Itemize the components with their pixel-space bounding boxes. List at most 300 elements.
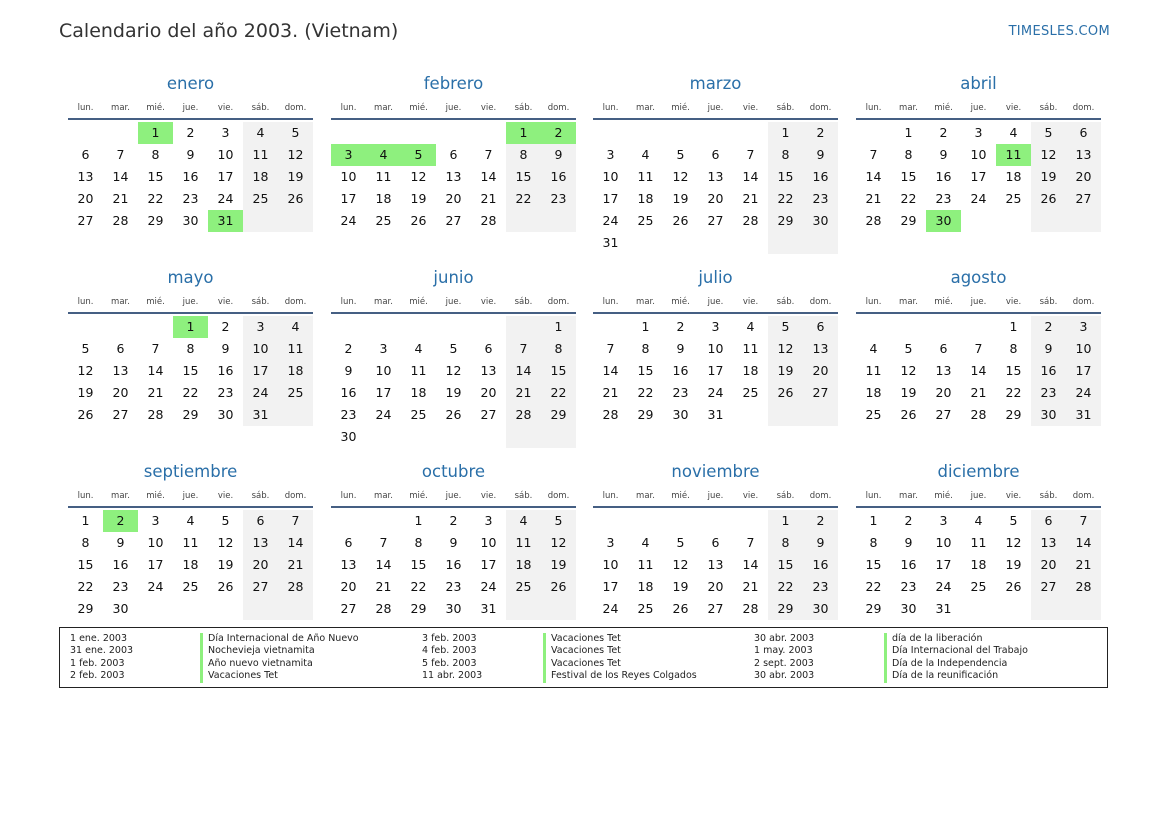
day-cell: 16 xyxy=(112,557,129,572)
day-cell: 24 xyxy=(1066,382,1101,404)
day-cell: 26 xyxy=(672,601,689,616)
day-cell: 7 xyxy=(1066,510,1101,532)
legend-date: 1 feb. 2003 xyxy=(70,657,125,669)
weekday-label: sáb. xyxy=(514,103,533,113)
day-cell: 11 xyxy=(865,363,882,378)
day-cell: 25 xyxy=(865,407,882,422)
empty-day-cell xyxy=(663,122,698,144)
empty-day-cell xyxy=(68,316,103,338)
day-cell: 3 xyxy=(151,513,160,528)
legend-date: 31 ene. 2003 xyxy=(70,645,134,657)
day-cell: 1 xyxy=(768,122,803,144)
day-cell: 11 xyxy=(278,338,313,360)
day-cell: 2 xyxy=(904,513,913,528)
day-cell: 13 xyxy=(243,532,278,554)
day-cell: 30 xyxy=(803,598,838,620)
weekday-label: lun. xyxy=(865,491,882,501)
empty-day-cell xyxy=(1066,598,1101,620)
month-name: febrero xyxy=(423,74,484,93)
header-divider xyxy=(593,312,838,314)
day-cell: 11 xyxy=(410,363,427,378)
day-cell: 16 xyxy=(900,557,917,572)
day-cell: 27 xyxy=(1066,188,1101,210)
day-cell: 13 xyxy=(1031,532,1066,554)
day-cell: 10 xyxy=(480,535,497,550)
day-cell: 12 xyxy=(672,557,689,572)
weekday-label: jue. xyxy=(445,491,462,501)
day-cell: 10 xyxy=(243,338,278,360)
day-cell: 9 xyxy=(904,535,913,550)
day-cell: 15 xyxy=(541,360,576,382)
day-cell: 2 xyxy=(344,341,353,356)
day-cell: 2 xyxy=(186,125,195,140)
day-cell: 10 xyxy=(602,557,619,572)
empty-day-cell xyxy=(331,316,366,338)
weekday-label: dom. xyxy=(809,297,832,307)
day-cell: 7 xyxy=(746,147,755,162)
weekday-label: vie. xyxy=(480,297,497,307)
day-cell: 5 xyxy=(1031,122,1066,144)
day-cell: 28 xyxy=(278,576,313,598)
legend-holiday-name: Festival de los Reyes Colgados xyxy=(543,670,697,682)
day-cell: 28 xyxy=(970,407,987,422)
empty-day-cell xyxy=(366,122,401,144)
day-cell: 30 xyxy=(217,407,234,422)
header-divider xyxy=(856,506,1101,508)
weekday-label: mié. xyxy=(671,491,690,501)
day-cell: 4 xyxy=(869,341,878,356)
empty-day-cell xyxy=(541,210,576,232)
day-cell: 14 xyxy=(1066,532,1101,554)
weekday-label: jue. xyxy=(970,491,987,501)
empty-day-cell xyxy=(366,510,401,532)
day-cell: 16 xyxy=(803,166,838,188)
day-cell: 18 xyxy=(865,385,882,400)
day-cell: 30 xyxy=(1031,404,1066,426)
day-cell: 23 xyxy=(803,576,838,598)
legend-date: 30 abr. 2003 xyxy=(754,633,815,644)
day-cell: 21 xyxy=(742,579,759,594)
weekday-label: sáb. xyxy=(776,491,795,501)
weekday-label: lun. xyxy=(602,491,619,501)
day-cell: 6 xyxy=(1066,122,1101,144)
day-cell: 29 xyxy=(147,213,164,228)
day-cell: 3 xyxy=(484,513,493,528)
day-grid xyxy=(68,122,313,232)
day-cell: 31 xyxy=(707,407,724,422)
day-cell: 3 xyxy=(379,341,388,356)
day-cell: 13 xyxy=(77,169,94,184)
legend-date: 2 feb. 2003 xyxy=(70,670,125,682)
weekday-header xyxy=(593,103,838,113)
day-cell: 9 xyxy=(221,341,230,356)
day-cell: 16 xyxy=(182,169,199,184)
day-cell: 13 xyxy=(803,338,838,360)
day-cell: 22 xyxy=(768,576,803,598)
day-cell: 14 xyxy=(865,169,882,184)
legend-date: 5 feb. 2003 xyxy=(422,657,477,669)
day-cell: 20 xyxy=(340,579,357,594)
day-cell: 14 xyxy=(602,363,619,378)
legend-date: 3 feb. 2003 xyxy=(422,633,477,644)
weekday-label: vie. xyxy=(217,297,234,307)
empty-day-cell xyxy=(768,232,803,254)
day-cell: 25 xyxy=(742,385,759,400)
day-cell: 22 xyxy=(865,579,882,594)
day-cell: 8 xyxy=(768,144,803,166)
weekday-label: mié. xyxy=(409,103,428,113)
day-cell: 28 xyxy=(742,213,759,228)
day-cell: 24 xyxy=(480,579,497,594)
day-cell: 12 xyxy=(900,363,917,378)
day-cell: 7 xyxy=(484,147,493,162)
empty-day-cell xyxy=(856,122,891,144)
empty-day-cell xyxy=(628,232,663,254)
day-cell: 14 xyxy=(147,363,164,378)
day-cell: 2 xyxy=(221,319,230,334)
day-cell: 26 xyxy=(900,407,917,422)
weekday-label: mar. xyxy=(636,491,655,501)
legend-holiday-name: Día Internacional de Año Nuevo xyxy=(200,633,359,645)
day-cell: 24 xyxy=(217,191,234,206)
month-name: diciembre xyxy=(937,462,1020,481)
day-cell: 5 xyxy=(904,341,913,356)
weekday-label: sáb. xyxy=(776,297,795,307)
day-cell: 8 xyxy=(1009,341,1018,356)
day-cell: 24 xyxy=(602,601,619,616)
day-cell: 19 xyxy=(410,191,427,206)
day-cell: 9 xyxy=(803,532,838,554)
day-cell: 16 xyxy=(541,166,576,188)
day-cell: 2 xyxy=(449,513,458,528)
day-cell: 10 xyxy=(970,147,987,162)
weekday-label: sáb. xyxy=(514,491,533,501)
day-grid xyxy=(68,316,313,426)
day-cell: 26 xyxy=(77,407,94,422)
day-cell: 5 xyxy=(768,316,803,338)
legend-holiday-name: Día Internacional del Trabajo xyxy=(884,645,1028,657)
day-cell: 29 xyxy=(410,601,427,616)
day-cell: 20 xyxy=(112,385,129,400)
month-name: enero xyxy=(166,74,215,93)
day-cell: 22 xyxy=(147,191,164,206)
day-cell: 10 xyxy=(707,341,724,356)
weekday-label: lun. xyxy=(602,297,619,307)
day-cell: 22 xyxy=(768,188,803,210)
day-cell: 31 xyxy=(243,404,278,426)
weekday-label: dom. xyxy=(809,103,832,113)
day-cell: 25 xyxy=(637,213,654,228)
day-cell: 30 xyxy=(672,407,689,422)
empty-day-cell xyxy=(803,404,838,426)
empty-day-cell xyxy=(733,510,768,532)
day-cell: 17 xyxy=(340,191,357,206)
header-divider xyxy=(856,312,1101,314)
day-cell: 7 xyxy=(506,338,541,360)
day-cell: 13 xyxy=(112,363,129,378)
day-cell: 1 xyxy=(1009,319,1018,334)
day-cell: 25 xyxy=(637,601,654,616)
day-cell: 6 xyxy=(449,147,458,162)
holiday-day-cell: 31 xyxy=(208,210,243,232)
day-cell: 18 xyxy=(637,191,654,206)
day-cell: 21 xyxy=(970,385,987,400)
day-cell: 1 xyxy=(904,125,913,140)
weekday-label: mié. xyxy=(934,297,953,307)
empty-day-cell xyxy=(663,232,698,254)
day-cell: 10 xyxy=(935,535,952,550)
day-cell: 23 xyxy=(112,579,129,594)
legend-date: 2 sept. 2003 xyxy=(754,657,814,669)
day-cell: 24 xyxy=(375,407,392,422)
day-cell: 26 xyxy=(1031,188,1066,210)
day-cell: 1 xyxy=(869,513,878,528)
empty-day-cell xyxy=(401,122,436,144)
weekday-label: mar. xyxy=(374,491,393,501)
day-cell: 1 xyxy=(414,513,423,528)
empty-day-cell xyxy=(138,598,173,620)
day-cell: 24 xyxy=(243,382,278,404)
legend-holiday-name: Nochevieja vietnamita xyxy=(200,645,315,657)
weekday-label: dom. xyxy=(284,297,307,307)
weekday-label: mié. xyxy=(409,297,428,307)
day-cell: 4 xyxy=(414,341,423,356)
day-cell: 17 xyxy=(602,191,619,206)
day-cell: 4 xyxy=(243,122,278,144)
day-cell: 19 xyxy=(768,360,803,382)
weekday-label: sáb. xyxy=(251,103,270,113)
day-cell: 23 xyxy=(182,191,199,206)
day-cell: 7 xyxy=(379,535,388,550)
day-cell: 19 xyxy=(541,554,576,576)
day-cell: 12 xyxy=(445,363,462,378)
day-grid xyxy=(856,316,1101,426)
empty-day-cell xyxy=(68,122,103,144)
header-divider xyxy=(331,506,576,508)
day-cell: 17 xyxy=(147,557,164,572)
empty-day-cell xyxy=(593,316,628,338)
day-cell: 4 xyxy=(641,535,650,550)
empty-day-cell xyxy=(1066,210,1101,232)
weekday-label: jue. xyxy=(182,297,199,307)
day-cell: 28 xyxy=(112,213,129,228)
day-cell: 22 xyxy=(1005,385,1022,400)
holiday-day-cell: 5 xyxy=(401,144,436,166)
day-cell: 12 xyxy=(77,363,94,378)
page-title: Calendario del año 2003. (Vietnam) xyxy=(59,20,399,42)
day-cell: 15 xyxy=(77,557,94,572)
day-cell: 17 xyxy=(1066,360,1101,382)
day-cell: 22 xyxy=(541,382,576,404)
weekday-label: sáb. xyxy=(1039,297,1058,307)
day-cell: 23 xyxy=(900,579,917,594)
day-cell: 3 xyxy=(243,316,278,338)
day-cell: 4 xyxy=(186,513,195,528)
day-cell: 21 xyxy=(1066,554,1101,576)
day-cell: 19 xyxy=(672,579,689,594)
day-cell: 9 xyxy=(116,535,125,550)
day-cell: 14 xyxy=(742,169,759,184)
empty-day-cell xyxy=(366,426,401,448)
holiday-day-cell: 30 xyxy=(926,210,961,232)
day-cell: 24 xyxy=(602,213,619,228)
day-cell: 20 xyxy=(243,554,278,576)
day-cell: 28 xyxy=(865,213,882,228)
day-cell: 12 xyxy=(541,532,576,554)
day-cell: 18 xyxy=(375,191,392,206)
month-name: mayo xyxy=(167,268,214,287)
day-cell: 8 xyxy=(506,144,541,166)
day-cell: 25 xyxy=(243,188,278,210)
site-link[interactable]: TIMESLES.COM xyxy=(1008,24,1110,39)
legend-holiday-name: Día de la reunificación xyxy=(884,670,998,682)
day-cell: 22 xyxy=(410,579,427,594)
weekday-label: dom. xyxy=(547,103,570,113)
day-cell: 9 xyxy=(1031,338,1066,360)
weekday-label: jue. xyxy=(970,297,987,307)
weekday-label: mié. xyxy=(409,491,428,501)
day-cell: 30 xyxy=(445,601,462,616)
weekday-label: mié. xyxy=(146,491,165,501)
weekday-label: lun. xyxy=(340,491,357,501)
day-cell: 25 xyxy=(506,576,541,598)
day-cell: 5 xyxy=(541,510,576,532)
weekday-label: vie. xyxy=(217,491,234,501)
day-cell: 31 xyxy=(935,601,952,616)
weekday-label: mar. xyxy=(899,297,918,307)
holiday-legend xyxy=(59,627,1108,688)
day-cell: 9 xyxy=(449,535,458,550)
day-cell: 15 xyxy=(182,363,199,378)
empty-day-cell xyxy=(103,316,138,338)
empty-day-cell xyxy=(926,316,961,338)
day-cell: 12 xyxy=(217,535,234,550)
day-cell: 13 xyxy=(707,557,724,572)
month-name: agosto xyxy=(950,268,1007,287)
day-cell: 27 xyxy=(112,407,129,422)
day-cell: 18 xyxy=(506,554,541,576)
day-cell: 7 xyxy=(151,341,160,356)
header-divider xyxy=(68,506,313,508)
day-cell: 21 xyxy=(278,554,313,576)
weekday-label: sáb. xyxy=(251,297,270,307)
legend-date: 11 abr. 2003 xyxy=(422,670,483,682)
month-name: junio xyxy=(433,268,474,287)
day-cell: 7 xyxy=(278,510,313,532)
day-cell: 15 xyxy=(768,166,803,188)
day-cell: 24 xyxy=(707,385,724,400)
day-cell: 17 xyxy=(602,579,619,594)
day-cell: 30 xyxy=(112,601,129,616)
day-cell: 16 xyxy=(935,169,952,184)
day-cell: 23 xyxy=(217,385,234,400)
day-cell: 25 xyxy=(410,407,427,422)
day-cell: 14 xyxy=(375,557,392,572)
weekday-label: sáb. xyxy=(1039,491,1058,501)
weekday-label: mar. xyxy=(636,103,655,113)
day-grid xyxy=(331,122,576,232)
day-cell: 13 xyxy=(480,363,497,378)
day-cell: 12 xyxy=(1005,535,1022,550)
day-cell: 20 xyxy=(803,360,838,382)
day-cell: 21 xyxy=(865,191,882,206)
empty-day-cell xyxy=(698,510,733,532)
legend-date: 4 feb. 2003 xyxy=(422,645,477,657)
day-cell: 11 xyxy=(970,535,987,550)
day-cell: 20 xyxy=(1066,166,1101,188)
empty-day-cell xyxy=(471,122,506,144)
day-cell: 22 xyxy=(77,579,94,594)
day-cell: 8 xyxy=(186,341,195,356)
day-cell: 5 xyxy=(278,122,313,144)
day-cell: 27 xyxy=(340,601,357,616)
day-cell: 4 xyxy=(746,319,755,334)
day-cell: 20 xyxy=(445,191,462,206)
day-cell: 22 xyxy=(506,188,541,210)
day-cell: 21 xyxy=(375,579,392,594)
empty-day-cell xyxy=(471,426,506,448)
empty-day-cell xyxy=(103,122,138,144)
day-cell: 31 xyxy=(1066,404,1101,426)
day-cell: 3 xyxy=(1066,316,1101,338)
day-cell: 27 xyxy=(707,601,724,616)
day-cell: 2 xyxy=(939,125,948,140)
holiday-day-cell: 2 xyxy=(103,510,138,532)
day-cell: 17 xyxy=(970,169,987,184)
weekday-label: lun. xyxy=(77,491,94,501)
weekday-label: mar. xyxy=(374,103,393,113)
legend-holiday-name: Vacaciones Tet xyxy=(200,670,278,682)
day-cell: 23 xyxy=(672,385,689,400)
weekday-label: vie. xyxy=(742,103,759,113)
month-name: marzo xyxy=(689,74,742,93)
weekday-header xyxy=(331,491,576,501)
empty-day-cell xyxy=(278,404,313,426)
day-cell: 26 xyxy=(1005,579,1022,594)
empty-day-cell xyxy=(506,210,541,232)
day-cell: 17 xyxy=(480,557,497,572)
day-cell: 9 xyxy=(541,144,576,166)
day-cell: 23 xyxy=(541,188,576,210)
weekday-label: vie. xyxy=(480,103,497,113)
weekday-label: mié. xyxy=(934,491,953,501)
empty-day-cell xyxy=(593,510,628,532)
legend-holiday-name: Año nuevo vietnamita xyxy=(200,658,313,670)
day-cell: 19 xyxy=(445,385,462,400)
weekday-label: mar. xyxy=(899,103,918,113)
weekday-label: dom. xyxy=(284,491,307,501)
day-cell: 4 xyxy=(641,147,650,162)
day-cell: 20 xyxy=(77,191,94,206)
header-divider xyxy=(593,118,838,120)
weekday-header xyxy=(331,103,576,113)
day-cell: 6 xyxy=(803,316,838,338)
month-name: octubre xyxy=(421,462,486,481)
month-name: noviembre xyxy=(671,462,760,481)
empty-day-cell xyxy=(331,510,366,532)
day-cell: 12 xyxy=(410,169,427,184)
weekday-label: mié. xyxy=(146,103,165,113)
weekday-label: vie. xyxy=(742,491,759,501)
weekday-label: dom. xyxy=(1072,491,1095,501)
header-divider xyxy=(68,118,313,120)
day-cell: 23 xyxy=(445,579,462,594)
day-cell: 3 xyxy=(939,513,948,528)
empty-day-cell xyxy=(436,426,471,448)
day-cell: 29 xyxy=(1005,407,1022,422)
day-cell: 26 xyxy=(445,407,462,422)
weekday-label: dom. xyxy=(547,491,570,501)
